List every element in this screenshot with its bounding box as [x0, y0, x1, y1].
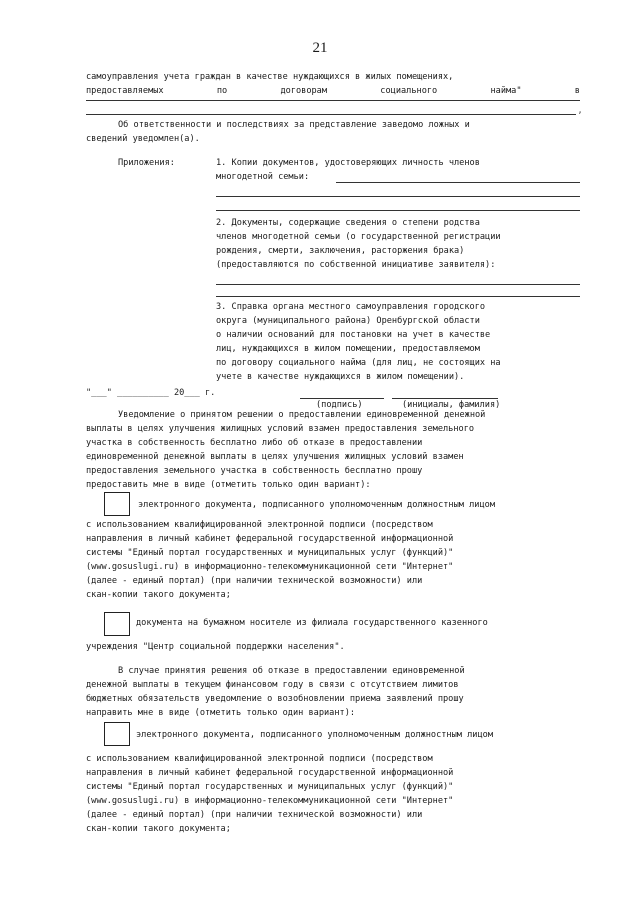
top-line-2	[86, 84, 580, 98]
notice2-line: денежной выплаты в текущем финансовом году в связи с отсутствием лимитов	[86, 680, 459, 690]
sign-label: (подпись)	[316, 400, 363, 410]
option-electronic-line-2: (далее - единый портал) (при наличии технической возможности) или	[86, 810, 423, 820]
appendix-item3-line: о наличии оснований для постановки на учет в качестве	[216, 330, 491, 340]
top-line-4: Об ответственности и последствиях за представление заведомо ложных и	[118, 120, 470, 130]
blank-line	[336, 182, 580, 183]
option-electronic-line: скан-копии такого документа;	[86, 590, 231, 600]
appendix-item3-line: округа (муниципального района) Оренбургской области	[216, 316, 480, 326]
option-paper-label: документа на бумажном носителе из филиала государственного казенного	[136, 618, 488, 628]
blank-line	[86, 100, 580, 101]
appendix-label: Приложения:	[118, 158, 175, 168]
appendix-item1-line1: 1. Копии документов, удостоверяющих личность членов	[216, 158, 480, 168]
option-electronic-label: электронного документа, подписанного уполномоченным должностным лицом	[138, 500, 495, 510]
blank-line	[86, 114, 576, 115]
option-electronic-label-2: электронного документа, подписанного уполномоченным должностным лицом	[136, 730, 493, 740]
option-electronic-line: (www.gosuslugi.ru) в информационно-телекоммуникационной сети "Интернет"	[86, 562, 454, 572]
appendix-item3-line: 3. Справка органа местного самоуправления городского	[216, 302, 486, 312]
option-electronic-line: с использованием квалифицированной электронной подписи (посредством	[86, 520, 433, 530]
comma: ,	[578, 106, 583, 116]
appendix-item2-line: (предоставляются по собственной инициативе заявителя):	[216, 260, 496, 270]
blank-line	[216, 284, 580, 285]
notice1-line: выплаты в целях улучшения жилищных условий взамен предоставления земельного	[86, 424, 475, 434]
blank-line	[216, 196, 580, 197]
option-paper-line: учреждения "Центр социальной поддержки населения".	[86, 642, 345, 652]
top-line-1: самоуправления учета граждан в качестве нуждающихся в жилых помещениях,	[86, 72, 454, 82]
word: в	[574, 86, 580, 96]
notice1-line: предоставить мне в виде (отметить только один вариант):	[86, 480, 371, 490]
notice1-line: участка в собственность бесплатно либо об отказе в предоставлении	[86, 438, 423, 448]
checkbox-electronic-1[interactable]	[104, 492, 130, 516]
checkbox-paper-1[interactable]	[104, 612, 130, 636]
notice2-line: В случае принятия решения об отказе в предоставлении единовременной	[118, 666, 465, 676]
word: по	[216, 86, 228, 96]
appendix-item3-line: лиц, нуждающихся в жилом помещении, предоставляемом	[216, 344, 480, 354]
word: найма"	[490, 86, 522, 96]
blank-line	[216, 296, 580, 297]
appendix-item2-line: рождения, смерти, заключения, расторжения брака)	[216, 246, 465, 256]
appendix-item2-line: 2. Документы, содержащие сведения о степени родства	[216, 218, 480, 228]
notice2-line: направить мне в виде (отметить только один вариант):	[86, 708, 356, 718]
option-electronic-line: системы "Единый портал государственных и муниципальных услуг (функций)"	[86, 548, 454, 558]
notice1-line: Уведомление о принятом решении о предоставлении единовременной денежной	[118, 410, 486, 420]
option-electronic-line-2: (www.gosuslugi.ru) в информационно-телекоммуникационной сети "Интернет"	[86, 796, 454, 806]
option-electronic-line-2: скан-копии такого документа;	[86, 824, 231, 834]
date-line: "___" __________ 20___ г.	[86, 388, 216, 398]
notice2-line: бюджетных обязательств уведомление о возобновлении приема заявлений прошу	[86, 694, 464, 704]
word: договорам	[280, 86, 328, 96]
word: предоставляемых	[86, 86, 164, 96]
notice1-line: предоставления земельного участка в собственность бесплатно прошу	[86, 466, 423, 476]
appendix-item2-line: членов многодетной семьи (о государственной регистрации	[216, 232, 501, 242]
page-number: 21	[312, 40, 328, 56]
appendix-item3-line: по договору социального найма (для лиц, не состоящих на	[216, 358, 501, 368]
option-electronic-line-2: направления в личный кабинет федеральной государственной информационной	[86, 768, 454, 778]
blank-line	[216, 210, 580, 211]
option-electronic-line-2: системы "Единый портал государственных и муниципальных услуг (функций)"	[86, 782, 454, 792]
option-electronic-line: направления в личный кабинет федеральной государственной информационной	[86, 534, 454, 544]
checkbox-electronic-2[interactable]	[104, 722, 130, 746]
name-label: (инициалы, фамилия)	[402, 400, 501, 410]
notice1-line: единовременной денежной выплаты в целях улучшения жилищных условий взамен	[86, 452, 464, 462]
option-electronic-line-2: с использованием квалифицированной электронной подписи (посредством	[86, 754, 433, 764]
appendix-item3-line: учете в качестве нуждающихся в жилом помещении).	[216, 372, 465, 382]
word: социального	[380, 86, 438, 96]
top-line-5: сведений уведомлен(а).	[86, 134, 200, 144]
option-electronic-line: (далее - единый портал) (при наличии технической возможности) или	[86, 576, 423, 586]
appendix-item1-line2: многодетной семьи:	[216, 172, 310, 182]
